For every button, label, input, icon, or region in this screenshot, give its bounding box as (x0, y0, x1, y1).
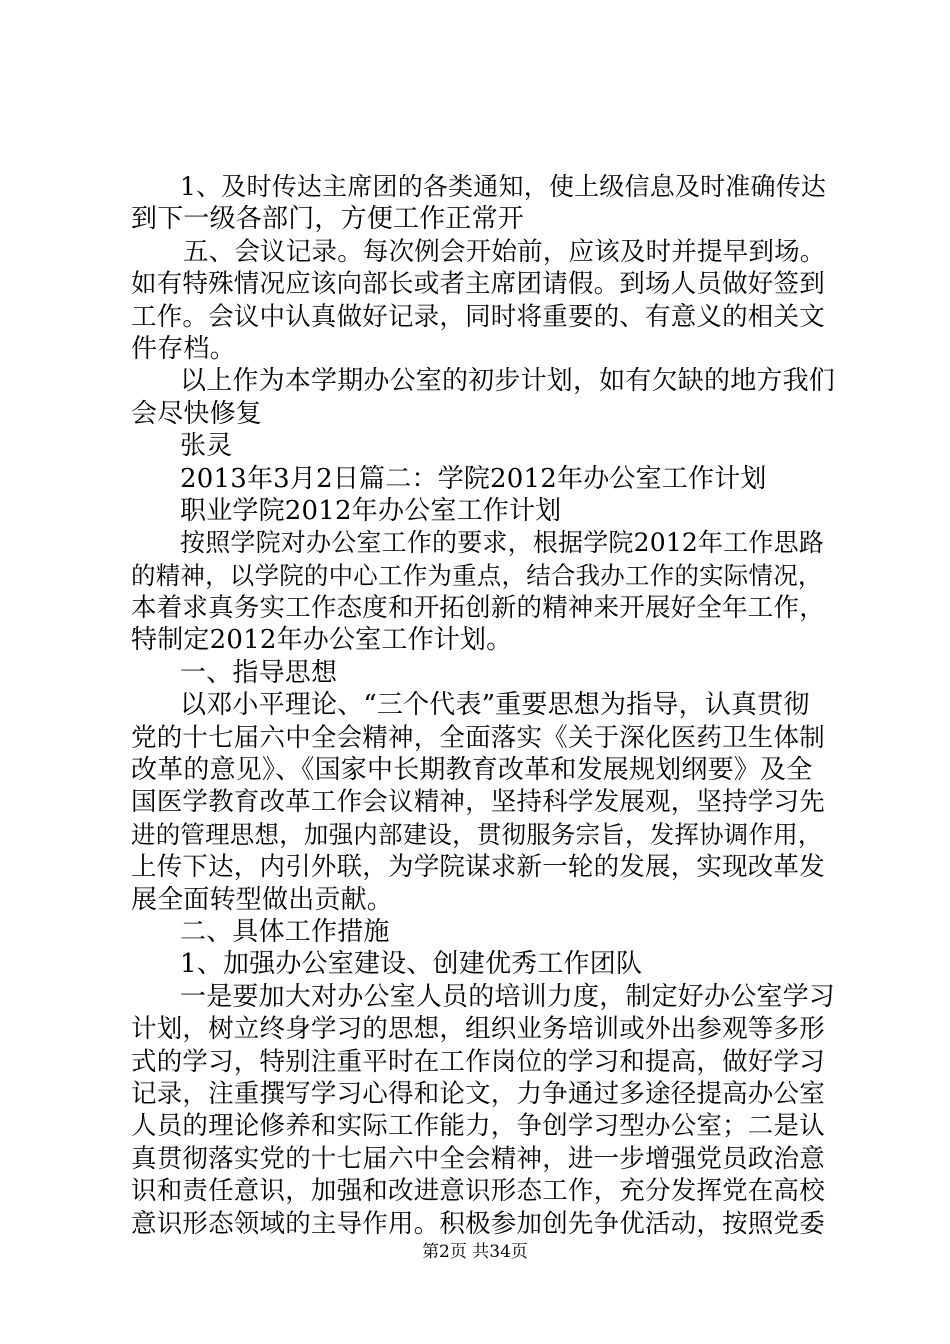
text-line: 计划，树立终身学习的思想，组织业务培训或外出参观等多形 (131, 1014, 825, 1045)
text-line: 的精神，以学院的中心工作为重点，结合我办工作的实际情况， (131, 560, 823, 590)
page-footer: 第2页 共34页 (422, 1242, 528, 1262)
text-line: 如有特殊情况应该向部长或者主席团请假。到场人员做好签到 (131, 269, 825, 300)
text-line: 展全面转型做出贡献。 (131, 884, 394, 915)
text-line: 按照学院对办公室工作的要求，根据学院2012年工作思路 (180, 528, 825, 558)
text-line: 一是要加大对办公室人员的培训力度，制定好办公室学习 (180, 981, 836, 1012)
text-line: 特制定2012年办公室工作计划。 (131, 625, 513, 656)
text-line: 意识形态领域的主导作用。积极参加创先争优活动，按照党委 (131, 1208, 825, 1239)
text-line: 以上作为本学期办公室的初步计划，如有欠缺的地方我们 (180, 366, 836, 397)
text-line: 1、及时传达主席团的各类通知，使上级信息及时准确传达 (180, 172, 827, 201)
text-line: 进的管理思想，加强内部建设，贯彻服务宗旨，发挥协调作用， (131, 819, 823, 849)
text-line: 识和责任意识，加强和改进意识形态工作，充分发挥党在高校 (131, 1176, 825, 1207)
text-line: 人员的理论修养和实际工作能力，争创学习型办公室；二是认 (131, 1111, 825, 1142)
text-line: 党的十七届六中全会精神，全面落实《关于深化医药卫生体制 (131, 722, 825, 753)
text-line: 以邓小平理论、“三个代表”重要思想为指导，认真贯彻 (180, 690, 810, 721)
text-line: 张灵 (180, 431, 233, 462)
text-line: 五、会议记录。每次例会开始前，应该及时并提早到场。 (183, 236, 826, 267)
text-line: 本着求真务实工作态度和开拓创新的精神来开展好全年工作， (131, 593, 825, 624)
text-line: 一、指导思想 (180, 657, 338, 688)
text-line: 记录，注重撰写学习心得和论文，力争通过多途径提高办公室 (131, 1078, 825, 1109)
text-line: 1、加强办公室建设、创建优秀工作团队 (180, 949, 643, 980)
text-line: 工作。会议中认真做好记录，同时将重要的、有意义的相关文 (131, 301, 825, 332)
text-line: 职业学院2012年办公室工作计划 (180, 495, 562, 526)
text-line: 式的学习，特别注重平时在工作岗位的学习和提高，做好学习 (131, 1046, 825, 1077)
text-line: 二、具体工作措施 (180, 916, 390, 947)
text-line: 真贯彻落实党的十七届六中全会精神，进一步增强党员政治意 (131, 1143, 825, 1174)
text-line: 会尽快修复 (131, 398, 263, 429)
text-line: 改革的意见》、《国家中长期教育改革和发展规划纲要》及全 (131, 755, 813, 786)
text-line: 件存档。 (131, 333, 236, 364)
text-line: 2013年3月2日篇二：学院2012年办公室工作计划 (180, 463, 767, 494)
text-line: 到下一级各部门，方便工作正常开 (131, 204, 525, 235)
text-line: 国医学教育改革工作会议精神，坚持科学发展观，坚持学习先 (131, 787, 825, 818)
text-line: 上传下达，内引外联，为学院谋求新一轮的发展，实现改革发 (131, 852, 825, 883)
document-body (131, 171, 835, 1240)
